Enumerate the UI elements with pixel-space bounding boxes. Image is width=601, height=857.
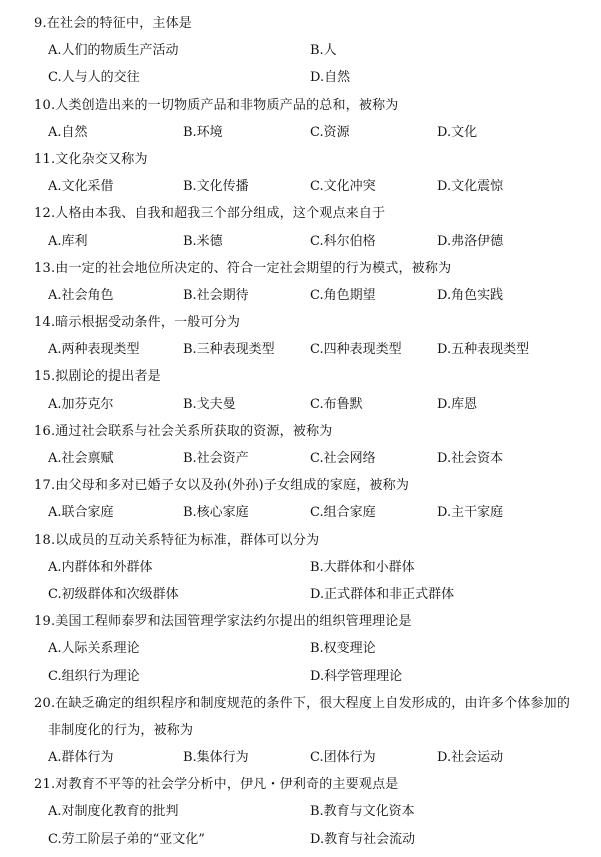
question-21 — [34, 771, 601, 853]
option-c: C.四种表现类型 — [310, 342, 402, 358]
question-19 — [34, 608, 601, 690]
options-row — [34, 37, 601, 64]
option-c: C.科尔伯格 — [310, 233, 376, 249]
option-b: B.戈夫曼 — [183, 396, 236, 412]
question-text: 12.人格由本我、自我和超我三个部分组成，这个观点来自于 — [34, 206, 386, 222]
question-text: 14.暗示根据受动条件，一般可分为 — [34, 315, 241, 331]
option-d: D.五种表现类型 — [437, 342, 530, 358]
option-d: D.主干家庭 — [437, 505, 504, 521]
option-c: C.角色期望 — [310, 287, 376, 303]
options-row — [34, 445, 601, 472]
question-text: 20.在缺乏确定的组织程序和制度规范的条件下，很大程度上自发形成的，由许多个体参加的 — [34, 695, 571, 711]
options-row — [34, 173, 601, 200]
options-row — [34, 119, 601, 146]
option-b: B.核心家庭 — [183, 505, 249, 521]
question-text: 17.由父母和多对已婚子女以及孙(外孙)子女组成的家庭，被称为 — [34, 478, 410, 494]
option-b: B.权变理论 — [310, 641, 376, 657]
question-text: 13.由一定的社会地位所决定的、符合一定社会期望的行为模式，被称为 — [34, 260, 452, 276]
options-row — [34, 64, 601, 91]
option-a: A.对制度化教育的批判 — [48, 804, 179, 820]
option-b: B.社会期待 — [183, 287, 249, 303]
question-13 — [34, 255, 601, 309]
option-b: B.文化传播 — [183, 179, 249, 195]
question-text: 16.通过社会联系与社会关系所获取的资源，被称为 — [34, 423, 333, 439]
option-d: D.社会资本 — [437, 451, 504, 466]
option-b: B.集体行为 — [183, 750, 249, 766]
option-c: C.团体行为 — [310, 750, 376, 766]
options-row — [34, 336, 601, 363]
question-18 — [34, 527, 601, 609]
option-d: D.角色实践 — [437, 287, 504, 303]
option-b: B.环境 — [183, 124, 223, 140]
option-c: C.文化冲突 — [310, 179, 376, 195]
option-d: D.文化震惊 — [437, 179, 504, 195]
question-20 — [34, 690, 601, 772]
option-d: D.正式群体和非正式群体 — [310, 586, 455, 602]
question-text: 15.拟剧论的提出者是 — [34, 369, 161, 385]
options-row — [34, 554, 601, 581]
option-a: A.库利 — [48, 233, 88, 249]
option-b: B.人 — [310, 43, 337, 59]
question-9 — [34, 10, 601, 92]
options-row — [34, 635, 601, 662]
option-d: D.科学管理理论 — [310, 668, 403, 684]
option-c: C.社会网络 — [310, 451, 376, 466]
options-row — [34, 391, 601, 418]
question-15 — [34, 363, 601, 417]
question-17 — [34, 472, 601, 526]
question-text: 11.文化杂交又称为 — [34, 151, 148, 167]
option-d: D.教育与社会流动 — [310, 831, 416, 847]
option-b: B.米德 — [183, 233, 223, 249]
question-text: 21.对教育不平等的社会学分析中，伊凡・伊利奇的主要观点是 — [34, 777, 399, 793]
option-a: A.两种表现类型 — [48, 342, 140, 358]
option-a: A.人们的物质生产活动 — [48, 43, 179, 59]
option-c: C.人与人的交往 — [48, 70, 140, 86]
question-16 — [34, 418, 601, 472]
option-c: C.初级群体和次级群体 — [48, 586, 179, 602]
option-a: A.文化采借 — [48, 179, 114, 195]
question-text: 18.以成员的互动关系特征为标准，群体可以分为 — [34, 532, 320, 548]
option-c: C.组织行为理论 — [48, 668, 140, 684]
option-c: C.资源 — [310, 124, 350, 140]
question-text: 19.美国工程师泰罗和法国管理学家法约尔提出的组织管理理论是 — [34, 614, 412, 630]
question-text-continued: 非制度化的行为，被称为 — [48, 722, 194, 738]
option-c: C.组合家庭 — [310, 505, 376, 521]
options-row — [34, 663, 601, 690]
question-14 — [34, 309, 601, 363]
option-a: A.群体行为 — [48, 750, 114, 766]
option-c: C.劳工阶层子弟的“亚文化” — [48, 831, 205, 847]
option-d: D.弗洛伊德 — [437, 233, 504, 249]
options-row — [34, 798, 601, 825]
question-10 — [34, 92, 601, 146]
option-b: B.社会资产 — [183, 451, 249, 466]
option-a: A.内群体和外群体 — [48, 559, 153, 575]
option-a: A.联合家庭 — [48, 505, 114, 521]
options-row — [34, 282, 601, 309]
option-c: C.布鲁默 — [310, 396, 363, 412]
question-12 — [34, 200, 601, 254]
option-b: B.大群体和小群体 — [310, 559, 415, 575]
option-d: D.社会运动 — [437, 750, 504, 766]
option-d: D.库恩 — [437, 396, 478, 412]
option-a: A.自然 — [48, 124, 88, 140]
options-row — [34, 744, 601, 771]
options-row — [34, 581, 601, 608]
option-a: A.加芬克尔 — [48, 396, 114, 412]
question-text: 9.在社会的特征中，主体是 — [34, 16, 193, 31]
question-11 — [34, 146, 601, 200]
option-a: A.人际关系理论 — [48, 641, 140, 657]
options-row — [34, 499, 601, 526]
option-a: A.社会角色 — [48, 287, 114, 303]
option-b: B.三种表现类型 — [183, 342, 275, 358]
option-a: A.社会禀赋 — [48, 451, 114, 466]
option-b: B.教育与文化资本 — [310, 804, 415, 820]
options-row — [34, 826, 601, 853]
question-text: 10.人类创造出来的一切物质产品和非物质产品的总和，被称为 — [34, 97, 399, 113]
options-row — [34, 228, 601, 255]
option-d: D.文化 — [437, 124, 478, 140]
option-d: D.自然 — [310, 70, 351, 86]
